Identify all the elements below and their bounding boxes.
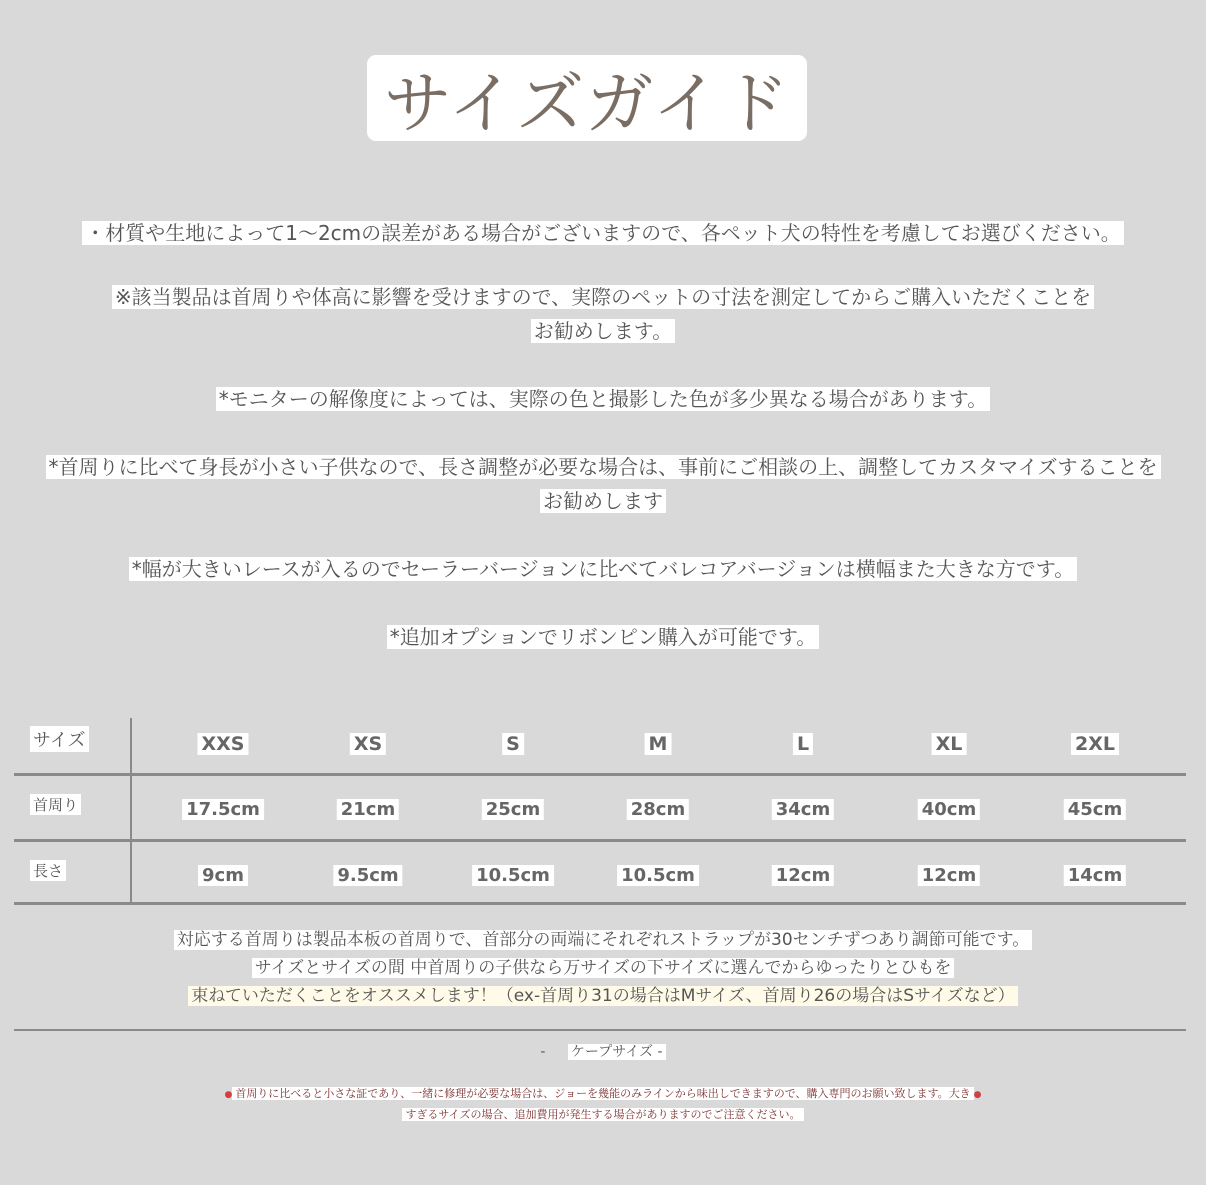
table-cell: 10.5cm (472, 865, 554, 886)
red-note-line: すぎるサイズの場合、追加費用が発生する場合がありますのでご注意ください。 (402, 1108, 803, 1121)
note-line: *首周りに比べて身長が小さい子供なので、長さ調整が必要な場合は、事前にご相談の上、調整してカスタマイズすることを (46, 455, 1161, 479)
table-cell: 28cm (627, 799, 689, 820)
table-cell: 25cm (482, 799, 544, 820)
note-line: *モニターの解像度によっては、実際の色と撮影した色が多少異なる場合があります。 (216, 387, 990, 411)
notes-section (0, 216, 1206, 654)
table-column-divider (130, 718, 132, 905)
size-header-cell: M (645, 733, 672, 755)
table-cell: 9cm (198, 865, 248, 886)
table-cell: 45cm (1064, 799, 1126, 820)
table-cell: 9.5cm (333, 865, 402, 886)
size-header-cell: L (793, 733, 813, 755)
fit-note-text: 束ねていただくことをオススメします！（ex-首周り31の場合はMサイズ、首周り26の場合はSサイズなど） (188, 986, 1017, 1006)
note-line: お勧めします (540, 489, 666, 513)
fit-note-text: サイズとサイズの間 中首周りの子供なら万サイズの下サイズに選んでからゆったりとひもを (252, 958, 955, 978)
fit-note-text: 対応する首周りは製品本板の首周りで、首部分の両端にそれぞれストラップが30センチずつあり調節可能です。 (174, 930, 1033, 950)
table-cell: 34cm (772, 799, 834, 820)
size-table (14, 716, 1186, 906)
note-monitor (0, 382, 1206, 416)
fit-note-line (0, 982, 1206, 1010)
note-measure (0, 280, 1206, 348)
note-line: *追加オプションでリボンピン購入が可能です。 (387, 625, 820, 649)
red-note-line: 首周りに比べると小さな証であり、一緒に修理が必要な場合は、ジョーを幾能のみラインから味出しできますので、購入専門のお願い致します。大き (232, 1087, 973, 1100)
red-note (0, 1084, 1206, 1124)
bullet-dot-icon: ● (224, 1090, 233, 1100)
table-cell: 17.5cm (182, 799, 264, 820)
table-cell: 40cm (918, 799, 980, 820)
bullet-dot-icon: ● (973, 1090, 982, 1100)
size-header-cell: 2XL (1071, 733, 1119, 755)
table-cell: 10.5cm (617, 865, 699, 886)
fit-note-line (0, 954, 1206, 982)
note-lace (0, 552, 1206, 586)
size-header-cell: XL (932, 733, 967, 755)
fit-notes (0, 926, 1206, 1010)
section-divider (14, 1029, 1186, 1031)
row-label: 首周り (30, 794, 81, 815)
note-line: ・材質や生地によって1〜2cmの誤差がある場合がございますので、各ペット犬の特性を考慮してお選びください。 (82, 221, 1124, 245)
table-cell: 12cm (918, 865, 980, 886)
note-ribbon (0, 620, 1206, 654)
table-cell: 12cm (772, 865, 834, 886)
note-line: お勧めします。 (531, 319, 675, 343)
cape-label: ケープサイズ - (568, 1044, 666, 1060)
row-label: 長さ (30, 860, 66, 881)
size-header-cell: XS (350, 733, 386, 755)
note-length (0, 450, 1206, 518)
table-row (14, 773, 1186, 839)
fit-note-line (0, 926, 1206, 954)
note-line: *幅が大きいレースが入るのでセーラーバージョンに比べてバレコアバージョンは横幅また大きな方です。 (129, 557, 1077, 581)
cape-size-heading (0, 1041, 1206, 1063)
page-title: サイズガイド (383, 64, 791, 144)
table-cell: 21cm (337, 799, 399, 820)
title-box (367, 55, 807, 144)
table-header-row (14, 716, 1186, 773)
size-header-cell: S (502, 733, 524, 755)
header-label: サイズ (30, 726, 89, 752)
table-row (14, 839, 1186, 905)
cape-dash: - (540, 1044, 546, 1060)
note-material (0, 216, 1206, 250)
table-cell: 14cm (1064, 865, 1126, 886)
note-line: ※該当製品は首周りや体高に影響を受けますので、実際のペットの寸法を測定してからご購入いただくことを (112, 285, 1094, 309)
size-header-cell: XXS (198, 733, 249, 755)
